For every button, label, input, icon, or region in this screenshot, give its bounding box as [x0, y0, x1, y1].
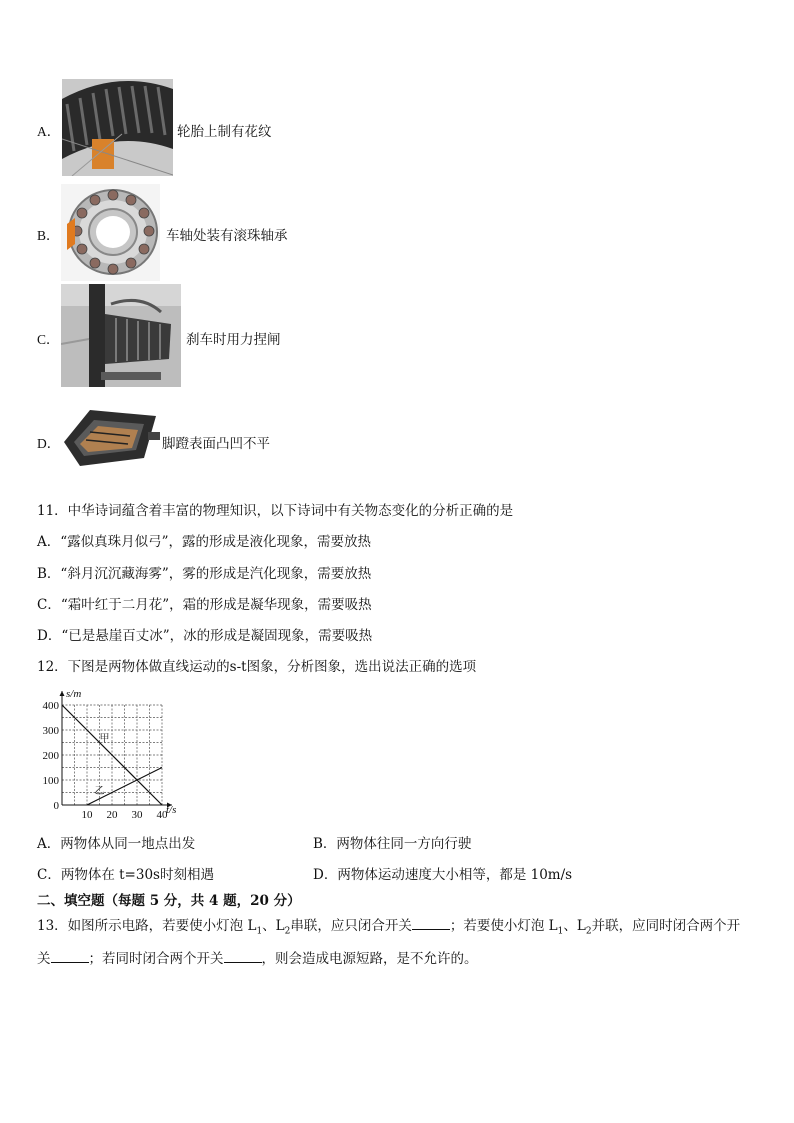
option-d: D．“已是悬崖百丈冰”，冰的形成是凝固现象，需要吸热 [37, 628, 373, 644]
section-heading: 二、填空题（每题 5 分，共 4 题，20 分） [37, 893, 301, 909]
q13-text: ；若要使小灯泡 L [449, 918, 558, 934]
option-b: B．两物体往同一方向行驶 [313, 836, 472, 852]
q13-text: ，则会造成电源短路，是不允许的。 [261, 951, 478, 967]
q13-text: 关 [37, 951, 51, 967]
answer-blank-1[interactable] [412, 928, 450, 930]
series-label: 乙 [94, 785, 105, 797]
tire-tread-photo-icon [62, 79, 173, 176]
s-t-graph [36, 684, 200, 822]
question-stem: 11．中华诗词蕴含着丰富的物理知识，以下诗词中有关物态变化的分析正确的是 [37, 503, 514, 519]
q13-text: 、L [563, 918, 586, 934]
option-text: 脚蹬表面凸凹不平 [162, 436, 270, 452]
y-tick-label: 300 [42, 725, 59, 737]
series-label: 甲 [99, 733, 110, 745]
y-axis-label: s/m [66, 688, 82, 700]
option-text: 轮胎上制有花纹 [177, 124, 272, 140]
subscript: 1 [557, 926, 564, 937]
option-text: 刹车时用力捏闸 [186, 332, 281, 348]
option-letter: A． [37, 124, 61, 139]
answer-blank-3[interactable] [224, 961, 262, 963]
ball-bearing-photo-icon [61, 184, 160, 281]
q13-text: 并联，应同时闭合两个开 [591, 918, 741, 934]
option-letter: C． [37, 332, 60, 347]
x-axis-label: t/s [166, 804, 177, 816]
q13-text: ；若同时闭合两个开关 [88, 951, 224, 967]
x-tick-label: 10 [81, 809, 93, 821]
subscript: 1 [256, 926, 263, 937]
y-tick-label: 200 [42, 750, 59, 762]
pedal-photo-icon [60, 402, 161, 472]
option-b: B．“斜月沉沉藏海雾”，雾的形成是汽化现象，需要放热 [37, 566, 372, 582]
option-c: C．两物体在 t=30s时刻相遇 [37, 867, 214, 883]
subscript: 2 [284, 926, 291, 937]
option-letter: D． [37, 436, 61, 451]
question-13-line-1 [37, 914, 740, 937]
y-tick-label: 400 [42, 700, 59, 712]
x-tick-label: 30 [131, 809, 143, 821]
subscript: 2 [585, 926, 592, 937]
brake-photo-icon [61, 284, 181, 387]
q13-text: 串联，应只闭合开关 [290, 918, 412, 934]
option-text: 车轴处装有滚珠轴承 [166, 228, 288, 244]
option-d: D．两物体运动速度大小相等，都是 10m/s [313, 867, 573, 883]
y-tick-label: 0 [53, 800, 59, 812]
answer-blank-2[interactable] [51, 961, 89, 963]
x-tick-label: 40 [156, 809, 168, 821]
q13-text: 13．如图所示电路，若要使小灯泡 L [37, 918, 257, 934]
q13-text: 、L [262, 918, 285, 934]
y-axis-arrow [60, 691, 65, 696]
option-letter: B． [37, 228, 60, 243]
x-tick-label: 20 [106, 809, 118, 821]
y-tick-label: 100 [42, 775, 59, 787]
option-a: A．“露似真珠月似弓”，露的形成是液化现象，需要放热 [37, 534, 372, 550]
option-a: A．两物体从同一地点出发 [37, 836, 196, 852]
question-stem: 12．下图是两物体做直线运动的s-t图象，分析图象，选出说法正确的选项 [37, 659, 477, 675]
question-13-line-2 [37, 947, 478, 967]
option-c: C．“霜叶红于二月花”，霜的形成是凝华现象，需要吸热 [37, 597, 372, 613]
